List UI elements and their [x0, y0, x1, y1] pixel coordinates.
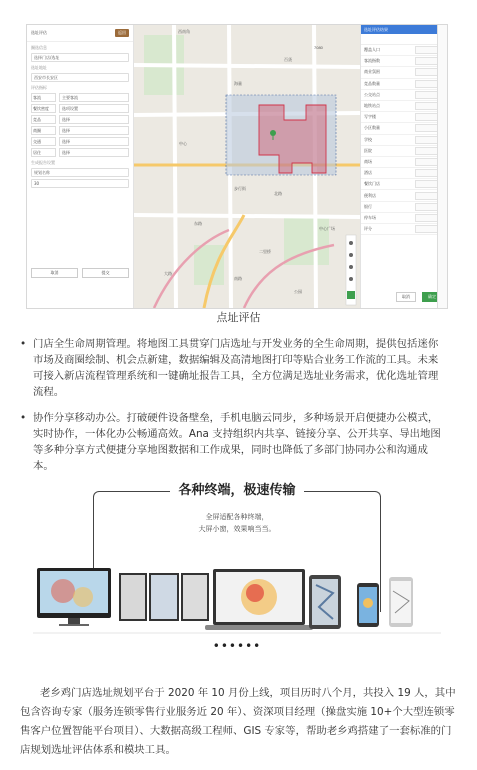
- section-label: 评估指标: [31, 85, 47, 90]
- app-screenshot: [26, 24, 448, 309]
- phone-device-2: [389, 577, 413, 627]
- right-panel-title: 选址评估结果: [361, 25, 448, 34]
- result-item: 公交站点: [361, 90, 448, 101]
- ellipsis-dots: ••••••: [212, 639, 262, 653]
- map-label: 大路: [164, 271, 172, 276]
- map-label: 北路: [274, 191, 282, 196]
- result-item: 商场: [361, 157, 448, 168]
- result-item: 覆盖人口: [361, 45, 448, 56]
- result-item: 地铁站点: [361, 101, 448, 112]
- indicator-value: 选择: [59, 115, 129, 124]
- indicator-value: 主要客流: [59, 93, 129, 102]
- indicator-value: 选择: [59, 137, 129, 146]
- back-button[interactable]: 返回: [115, 29, 129, 37]
- result-item: 停车场: [361, 213, 448, 224]
- result-item: 小区数量: [361, 123, 448, 134]
- confirm-button[interactable]: 确定: [422, 292, 442, 302]
- figure-subtitle-line2: 大屏小窗，效果响当当。: [198, 525, 276, 533]
- submit-button[interactable]: 提交: [82, 268, 129, 278]
- indicator-key: 客流: [31, 93, 56, 102]
- indicator-row[interactable]: [31, 93, 129, 102]
- paragraph-lifecycle: [20, 336, 448, 400]
- result-item: 写字楼: [361, 112, 448, 123]
- result-item: 便利店: [361, 190, 448, 201]
- time-field[interactable]: 30: [31, 179, 129, 188]
- indicator-key: 竞品: [31, 115, 56, 124]
- paragraph-text: 协作分享移动办公。打破硬件设备壁垒，手机电脑云同步，多种场景开启便捷办公模式，实时协作，一体化办公畅通高效。Ana 支持组织内共享、链接分享、公开共享、导出地图等多种分享方式便捷分享地图数据和工作成果，同时也降低了多部门协同办公和沟通成本。: [33, 412, 441, 472]
- indicator-key: 居住: [31, 148, 56, 157]
- side-toolbar[interactable]: [437, 25, 448, 308]
- map-label: 海量: [234, 81, 242, 86]
- figure-caption: 点址评估: [216, 311, 261, 324]
- map-label: 二里桥: [259, 249, 271, 254]
- monitor-device: [37, 568, 111, 626]
- right-panel: [360, 25, 448, 308]
- address-field[interactable]: 西安市长安区: [31, 73, 129, 82]
- devices-figure: [33, 473, 441, 653]
- figure-title: 各种终端，极速传输: [33, 479, 441, 498]
- indicator-row[interactable]: [31, 148, 129, 157]
- result-item: 评分: [361, 224, 448, 235]
- indicator-key: 商圈: [31, 126, 56, 135]
- indicator-row[interactable]: [31, 115, 129, 124]
- indicator-row[interactable]: [31, 126, 129, 135]
- paragraph-project: 老乡鸡门店选址规划平台于 2020 年 10 月份上线，项目历时八个月，共投入 19 人，其中包含咨询专家（服务连锁零售行业服务近 20 年）、资深项目经理（操盘实施 10+个大型连锁零售客户位置智能平台项目）、大数据高级工程师、GIS 专家等，帮助老乡鸡搭建了一套标准的门店规划选址评估体系和模块工具。: [20, 687, 456, 756]
- map-view[interactable]: [134, 25, 360, 308]
- result-item: 商业氛围: [361, 67, 448, 78]
- indicator-value: 选项设置: [59, 104, 129, 113]
- map-tools[interactable]: [346, 235, 356, 305]
- map-label: 中心广场: [319, 226, 335, 231]
- indicator-key: 餐饮密度: [31, 104, 56, 113]
- indicator-row[interactable]: [31, 137, 129, 146]
- map-label: 百货: [284, 57, 292, 62]
- indicator-row[interactable]: [31, 104, 129, 113]
- indicator-value: 选择: [59, 126, 129, 135]
- left-panel-header: [27, 25, 133, 42]
- result-item: 银行: [361, 202, 448, 213]
- result-item: 酒店: [361, 168, 448, 179]
- section-label: 生成报告设置: [31, 160, 55, 165]
- cancel-button[interactable]: 取消: [396, 292, 416, 302]
- figure-subtitle-line1: 全屏适配各种终端，: [205, 513, 269, 521]
- indicator-key: 交通: [31, 137, 56, 146]
- result-item: 竞品数量: [361, 79, 448, 90]
- store-select-field[interactable]: 选择门店/选址: [31, 53, 129, 62]
- phone-device-1: [357, 583, 379, 627]
- bullet: •: [20, 338, 27, 350]
- left-panel-footer: [31, 268, 129, 278]
- map-canvas[interactable]: [134, 25, 360, 308]
- result-item: 医院: [361, 146, 448, 157]
- map-label: 中心: [179, 141, 187, 146]
- bullet: •: [20, 412, 27, 424]
- left-panel-title: 选址评估: [31, 30, 47, 35]
- paragraph-collaboration: [20, 410, 448, 474]
- right-panel-tabs[interactable]: [361, 34, 448, 45]
- map-label: 步行街: [234, 186, 246, 191]
- result-item: 客流指数: [361, 56, 448, 67]
- map-label: 公园: [294, 289, 302, 294]
- section-label: 选址地址: [31, 65, 47, 70]
- map-label: 南路: [234, 276, 242, 281]
- plan-name-field[interactable]: 规划名称: [31, 168, 129, 177]
- section-label: 圈选信息: [31, 45, 47, 50]
- left-panel: [27, 25, 134, 308]
- map-label: 西南角: [178, 29, 190, 34]
- paragraph-text: 门店全生命周期管理。将地图工具贯穿门店选址与开发业务的全生命周期，提供包括迷你市场及商圈绘制、机会点新建，数据编辑及高清地图打印等贴合业务工作流的工具。未来可接入新店流程管理系统和一键确址报告工具，全方位满足选址业务需求，优化选址管理流程。: [33, 338, 439, 398]
- indicator-value: 选择: [59, 148, 129, 157]
- cancel-button[interactable]: 取消: [31, 268, 78, 278]
- result-item: 学校: [361, 135, 448, 146]
- device-illustrations: [33, 473, 441, 653]
- map-label: 东路: [194, 221, 202, 226]
- result-item: 餐饮门店: [361, 179, 448, 190]
- multi-monitor-device: [119, 573, 209, 621]
- laptop-device: [205, 569, 313, 630]
- tablet-device: [309, 575, 341, 629]
- map-label: 7080: [314, 45, 323, 50]
- right-panel-buttons: [396, 292, 442, 302]
